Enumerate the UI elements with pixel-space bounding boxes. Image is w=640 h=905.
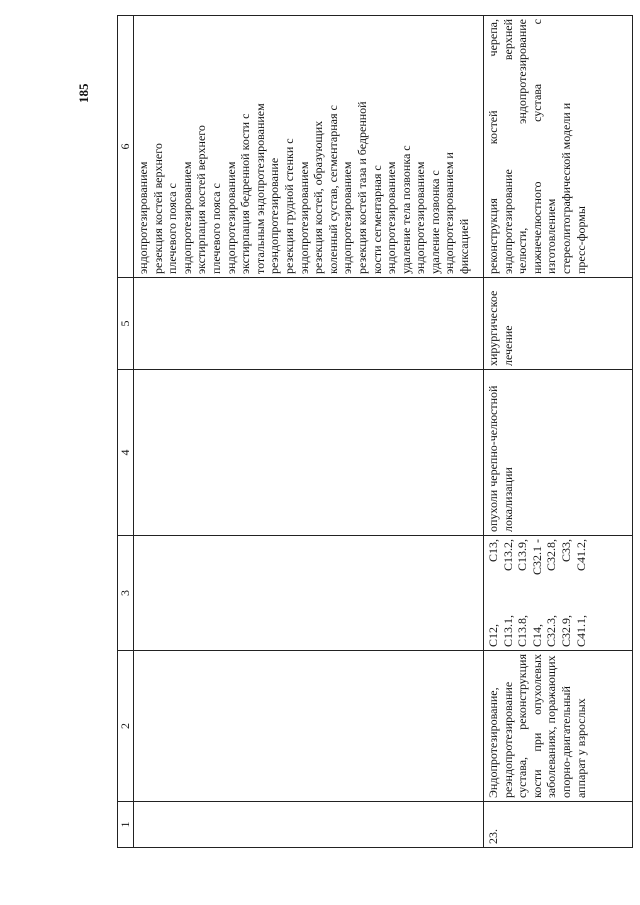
cell-empty xyxy=(134,651,484,802)
text-line: сустава, реконструкция xyxy=(515,654,530,798)
text-line: резекция костей верхнего xyxy=(150,143,165,274)
code: C14, xyxy=(529,623,544,647)
table-row-23 xyxy=(484,16,633,848)
code: C41.2, xyxy=(573,539,588,572)
page-number: 185 xyxy=(76,83,91,103)
code-line xyxy=(501,539,516,647)
text-line: экстирпация костей верхнего xyxy=(194,125,209,274)
text-line: кости при опухолевых xyxy=(529,654,544,798)
text-line: эндопротезированием и xyxy=(442,152,457,274)
text-line: реэндопротезирование xyxy=(500,681,515,798)
text-line: кости сегментарная с xyxy=(369,165,384,274)
cell-empty xyxy=(134,370,484,536)
text-line: эндопротезированием xyxy=(340,161,355,274)
header-col-1: 1 xyxy=(118,802,134,848)
text-line: тотальным эндопротезированием xyxy=(252,103,267,274)
text-line: резекция грудной стенки с xyxy=(281,138,296,274)
table-row-continuation xyxy=(134,16,484,848)
text-line: пресс-формы xyxy=(573,206,588,274)
code-line xyxy=(559,539,574,647)
procedures-table xyxy=(117,15,633,848)
code: C33, xyxy=(558,539,573,563)
text-line: реконструкция костей черепа, xyxy=(486,19,500,274)
text-line: эндопротезированием xyxy=(384,161,399,274)
text-line: резекция костей таза и бедренной xyxy=(354,101,369,274)
text-line: плечевого пояса с xyxy=(165,183,180,274)
cell-empty xyxy=(134,278,484,370)
text-line: эндопротезированием xyxy=(413,161,428,274)
cell-procedure-name xyxy=(484,651,633,802)
text-line: хирургическое xyxy=(486,290,500,366)
cell-diagnosis xyxy=(484,370,633,536)
text-line: Эндопротезирование, xyxy=(486,687,500,798)
code: C32.9, xyxy=(558,614,573,647)
code: C13.9, xyxy=(515,539,530,572)
code-line xyxy=(530,539,545,647)
text-line: реэндопротезирование xyxy=(267,157,282,274)
code: C13.2, xyxy=(500,539,515,572)
text-line: коленный сустав, сегментарная с xyxy=(325,105,340,274)
code: C13.8, xyxy=(515,614,530,647)
cell-empty xyxy=(134,536,484,651)
cell-treatment-type xyxy=(484,278,633,370)
text-line: аппарат у взрослых xyxy=(573,698,588,798)
code: C32.8, xyxy=(544,539,559,572)
text-line: плечевого пояса с xyxy=(208,183,223,274)
text-line: локализации xyxy=(500,467,515,532)
text-line: эндопротезированием xyxy=(296,161,311,274)
code: C32.1 - xyxy=(529,539,544,575)
text-line: эндопротезированием xyxy=(179,161,194,274)
text-line: резекция костей, образующих xyxy=(311,120,326,274)
text-line: нижнечелюстного сустава с xyxy=(529,19,544,274)
code: C13.1, xyxy=(500,614,515,647)
text-line: лечение xyxy=(500,325,515,366)
header-col-2: 2 xyxy=(118,651,134,802)
cell-icd-codes xyxy=(484,536,633,651)
code-line xyxy=(574,539,589,647)
code: C32.3, xyxy=(544,614,559,647)
text-line: удаление тела позвонка с xyxy=(398,145,413,274)
text-line: опорно-двигательный xyxy=(558,686,573,798)
code-line xyxy=(544,539,559,647)
text-line: челюсти, эндопротезирование xyxy=(515,19,530,274)
cell-empty xyxy=(134,802,484,848)
header-col-6: 6 xyxy=(118,16,134,278)
code: C12, xyxy=(486,623,500,647)
cell-row-number: 23. xyxy=(484,802,633,848)
code-line xyxy=(486,539,501,647)
header-col-4: 4 xyxy=(118,370,134,536)
code-line xyxy=(515,539,530,647)
text-line: фиксацией xyxy=(457,218,472,274)
cell-methods xyxy=(484,16,633,278)
text-line: эндопротезирование верхней xyxy=(500,19,515,274)
text-line: экстирпация бедренной кости с xyxy=(238,113,253,274)
text-line: изготовлением xyxy=(544,198,559,274)
code: C41.1, xyxy=(573,614,588,647)
header-col-3: 3 xyxy=(118,536,134,651)
header-col-5: 5 xyxy=(118,278,134,370)
table-header-row xyxy=(118,16,134,848)
text-line: заболеваниях, поражающих xyxy=(544,655,559,798)
code: C13, xyxy=(486,539,500,563)
text-line: удаление позвонка с xyxy=(427,170,442,274)
text-line: опухоли черепно-челюстной xyxy=(486,385,500,532)
cell-methods-continued xyxy=(134,16,484,278)
text-line: эндопротезированием xyxy=(223,161,238,274)
text-line: стереолитографической модели и xyxy=(558,102,573,274)
text-line: эндопротезированием xyxy=(136,161,150,274)
